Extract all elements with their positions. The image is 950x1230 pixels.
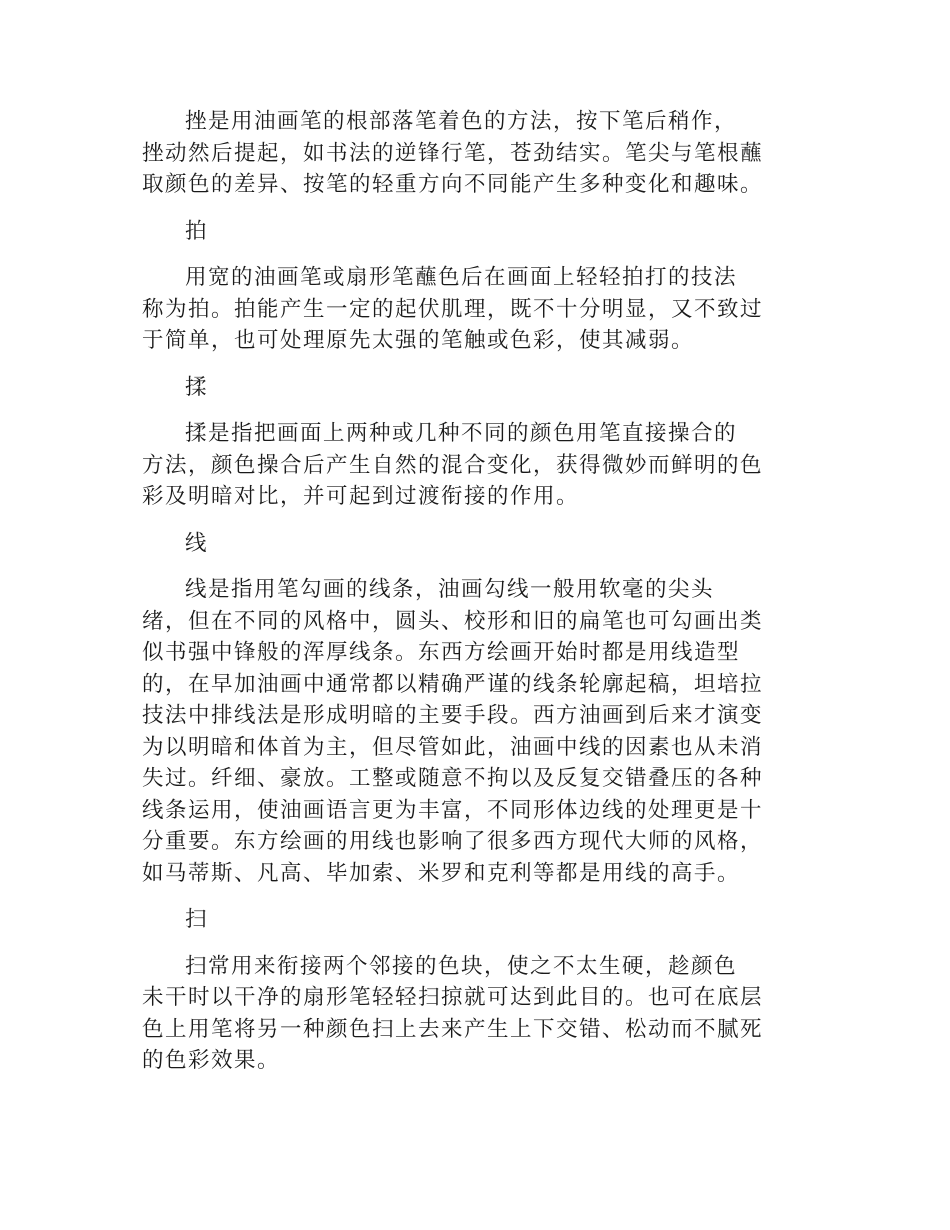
text-line: 用宽的油画笔或扇形笔蘸色后在画面上轻轻拍打的技法 [185,265,738,290]
text-line: 未干时以干净的扇形笔轻轻扫掠就可达到此目的。也可在底层 [142,985,764,1010]
text-line: 线是指用笔勾画的线条，油画勾线一般用软毫的尖头 [185,577,715,602]
text-line: 如马蒂斯、凡高、毕加索、米罗和克利等都是用线的高手。 [142,860,741,886]
paragraph-cuo [142,106,818,201]
text-line: 分重要。东方绘画的用线也影响了很多西方现代大师的风格， [142,829,764,854]
text-line: 失过。纤细、豪放。工整或随意不拘以及反复交错叠压的各种 [142,766,764,791]
text-line: 似书强中锋般的浑厚线条。东西方绘画开始时都是用线造型 [142,640,741,665]
section-heading-pai: 拍 [185,218,209,244]
section-heading-sao: 扫 [185,907,209,932]
text-line: 线条运用，使油画语言更为丰富，不同形体边线的处理更是十 [142,797,764,823]
text-line: 称为拍。拍能产生一定的起伏肌理，既不十分明显，又不致过 [142,296,764,322]
text-line: 扫常用来衔接两个邻接的色块，使之不太生硬，趁颜色 [185,953,738,979]
text-line: 彩及明暗对比，并可起到过渡衔接的作用。 [142,484,580,509]
text-line: 取颜色的差异、按笔的轻重方向不同能产生多种变化和趣味。 [142,172,764,197]
text-line: 技法中排线法是形成明暗的主要手段。西方油画到后来才演变 [142,703,764,728]
paragraph-pai [142,262,818,357]
text-line: 揉是指把画面上两种或几种不同的颜色用笔直接操合的 [185,421,738,446]
text-line: 的，在早加油画中通常都以精确严谨的线条轮廓起稿，坦培拉 [142,671,764,697]
text-line: 色上用笔将另一种颜色扫上去来产生上下交错、松动而不腻死 [142,1016,764,1042]
text-line: 挫动然后提起，如书法的逆锋行笔，苍劲结实。笔尖与笔根蘸 [142,140,764,166]
text-line: 于简单，也可处理原先太强的笔触或色彩，使其减弱。 [142,328,695,353]
section-heading-xian: 线 [185,530,209,556]
document-body [142,106,818,1092]
text-line: 为以明暗和体首为主，但尽管如此，油画中线的因素也从未消 [142,734,764,760]
text-line: 挫是用油画笔的根部落笔着色的方法，按下笔后稍作， [185,109,738,134]
paragraph-xian [142,574,818,889]
section-heading-rou: 揉 [185,374,209,400]
paragraph-rou [142,418,818,513]
text-line: 方法，颜色操合后产生自然的混合变化，获得微妙而鲜明的色 [142,452,764,478]
text-line: 绪，但在不同的风格中，圆头、校形和旧的扁笔也可勾画出类 [142,608,764,634]
paragraph-sao [142,951,818,1077]
text-line: 的色彩效果。 [142,1048,281,1073]
